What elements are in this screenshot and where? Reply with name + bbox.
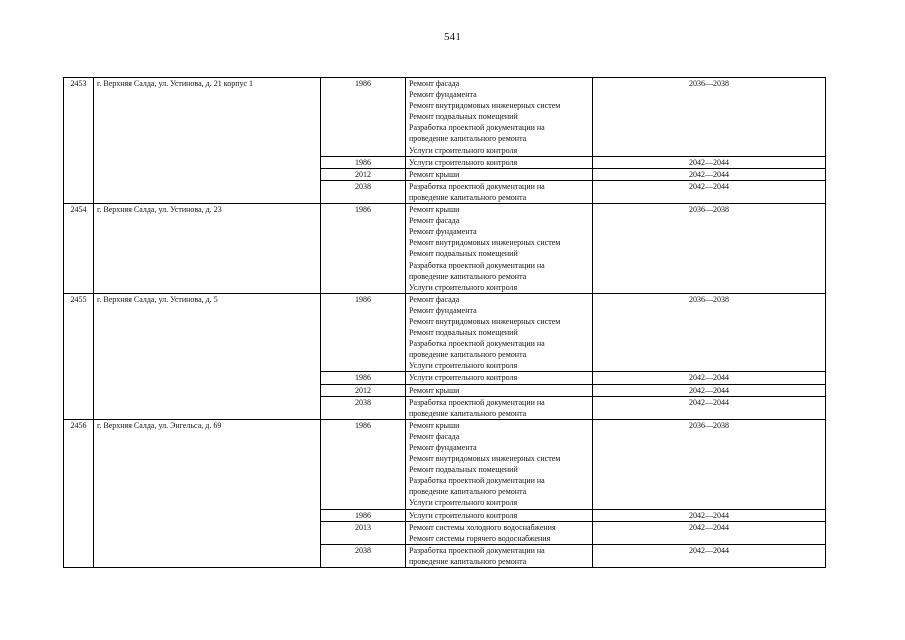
year-cell: 1986	[321, 78, 406, 157]
work-type-line: проведение капитального ремонта	[409, 556, 527, 566]
year-cell: 1986	[321, 509, 406, 521]
work-type-line: Ремонт системы горячего водоснабжения	[409, 533, 551, 543]
planned-period-cell: 2036—2038	[593, 78, 826, 157]
building-number: 2454	[64, 204, 94, 294]
schedule-body	[64, 78, 826, 568]
work-types-cell	[406, 78, 593, 157]
work-type-line: Услуги строительного контроля	[409, 361, 518, 371]
work-type-line: Ремонт внутридомовых инженерных систем	[409, 454, 561, 464]
work-type-line: Разработка проектной документации на	[409, 397, 545, 407]
work-type-line: Ремонт крыши	[409, 385, 460, 395]
work-type-line: Услуги строительного контроля	[409, 498, 518, 508]
work-type-line: Ремонт крыши	[409, 169, 460, 179]
work-type-line: проведение капитального ремонта	[409, 271, 527, 281]
repair-schedule-table	[63, 77, 826, 568]
work-type-line: Услуги строительного контроля	[409, 373, 518, 383]
building-address: г. Верхняя Салда, ул. Устинова, д. 21 корпус 1	[94, 78, 321, 204]
work-type-line: Ремонт фасада	[409, 216, 460, 226]
work-type-line: Ремонт крыши	[409, 420, 460, 430]
work-types-cell	[406, 156, 593, 168]
work-type-line: Ремонт фундамента	[409, 305, 477, 315]
planned-period-cell: 2042—2044	[593, 544, 826, 567]
work-types-cell	[406, 521, 593, 544]
building-address: г. Верхняя Салда, ул. Энгельса, д. 69	[94, 419, 321, 567]
work-type-line: Разработка проектной документации на	[409, 260, 545, 270]
year-cell: 2012	[321, 168, 406, 180]
work-types-cell	[406, 544, 593, 567]
planned-period-cell: 2036—2038	[593, 419, 826, 509]
table-row	[64, 293, 826, 372]
work-type-line: Ремонт фасада	[409, 431, 460, 441]
year-cell: 1986	[321, 204, 406, 294]
work-type-line: Ремонт фундамента	[409, 227, 477, 237]
work-type-line: проведение капитального ремонта	[409, 487, 527, 497]
work-type-line: Услуги строительного контроля	[409, 282, 518, 292]
work-type-line: проведение капитального ремонта	[409, 408, 527, 418]
work-types-cell	[406, 168, 593, 180]
work-type-line: Разработка проектной документации на	[409, 545, 545, 555]
work-type-line: Ремонт крыши	[409, 205, 460, 215]
page-number: 541	[443, 31, 462, 43]
year-cell: 2038	[321, 396, 406, 419]
year-cell: 1986	[321, 419, 406, 509]
planned-period-cell: 2042—2044	[593, 396, 826, 419]
work-type-line: Ремонт внутридомовых инженерных систем	[409, 316, 561, 326]
work-type-line: Ремонт системы холодного водоснабжения	[409, 522, 556, 532]
work-type-line: Ремонт внутридомовых инженерных систем	[409, 238, 561, 248]
work-types-cell	[406, 384, 593, 396]
work-type-line: Услуги строительного контроля	[409, 157, 518, 167]
year-cell: 2012	[321, 384, 406, 396]
work-type-line: Ремонт фасада	[409, 294, 460, 304]
work-type-line: Разработка проектной документации на	[409, 181, 545, 191]
work-types-cell	[406, 293, 593, 372]
planned-period-cell: 2036—2038	[593, 293, 826, 372]
building-number: 2455	[64, 293, 94, 419]
year-cell: 2013	[321, 521, 406, 544]
work-type-line: Ремонт подвальных помещений	[409, 328, 518, 338]
table-row	[64, 78, 826, 157]
table-row	[64, 204, 826, 294]
work-type-line: Разработка проектной документации на	[409, 476, 545, 486]
planned-period-cell: 2042—2044	[593, 372, 826, 384]
work-type-line: Услуги строительного контроля	[409, 145, 518, 155]
work-types-cell	[406, 396, 593, 419]
planned-period-cell: 2042—2044	[593, 509, 826, 521]
year-cell: 1986	[321, 156, 406, 168]
work-types-cell	[406, 180, 593, 203]
work-type-line: Ремонт подвальных помещений	[409, 249, 518, 259]
work-type-line: проведение капитального ремонта	[409, 192, 527, 202]
planned-period-cell: 2042—2044	[593, 156, 826, 168]
planned-period-cell: 2036—2038	[593, 204, 826, 294]
work-type-line: проведение капитального ремонта	[409, 134, 527, 144]
year-cell: 1986	[321, 293, 406, 372]
work-type-line: Ремонт подвальных помещений	[409, 112, 518, 122]
work-type-line: Ремонт фундамента	[409, 90, 477, 100]
building-number: 2456	[64, 419, 94, 567]
planned-period-cell: 2042—2044	[593, 168, 826, 180]
building-address: г. Верхняя Салда, ул. Устинова, д. 23	[94, 204, 321, 294]
building-number: 2453	[64, 78, 94, 204]
work-type-line: Разработка проектной документации на	[409, 123, 545, 133]
work-type-line: Ремонт фасада	[409, 79, 460, 88]
work-type-line: проведение капитального ремонта	[409, 350, 527, 360]
planned-period-cell: 2042—2044	[593, 180, 826, 203]
work-type-line: Ремонт фундамента	[409, 443, 477, 452]
year-cell: 2038	[321, 180, 406, 203]
planned-period-cell: 2042—2044	[593, 521, 826, 544]
work-types-cell	[406, 204, 593, 294]
work-type-line: Ремонт подвальных помещений	[409, 465, 518, 475]
work-type-line: Разработка проектной документации на	[409, 339, 545, 349]
building-address: г. Верхняя Салда, ул. Устинова, д. 5	[94, 293, 321, 419]
table-row	[64, 419, 826, 509]
year-cell: 2038	[321, 544, 406, 567]
work-types-cell	[406, 419, 593, 509]
work-type-line: Ремонт внутридомовых инженерных систем	[409, 101, 561, 111]
work-types-cell	[406, 372, 593, 384]
work-type-line: Услуги строительного контроля	[409, 510, 518, 520]
work-types-cell	[406, 509, 593, 521]
year-cell: 1986	[321, 372, 406, 384]
planned-period-cell: 2042—2044	[593, 384, 826, 396]
